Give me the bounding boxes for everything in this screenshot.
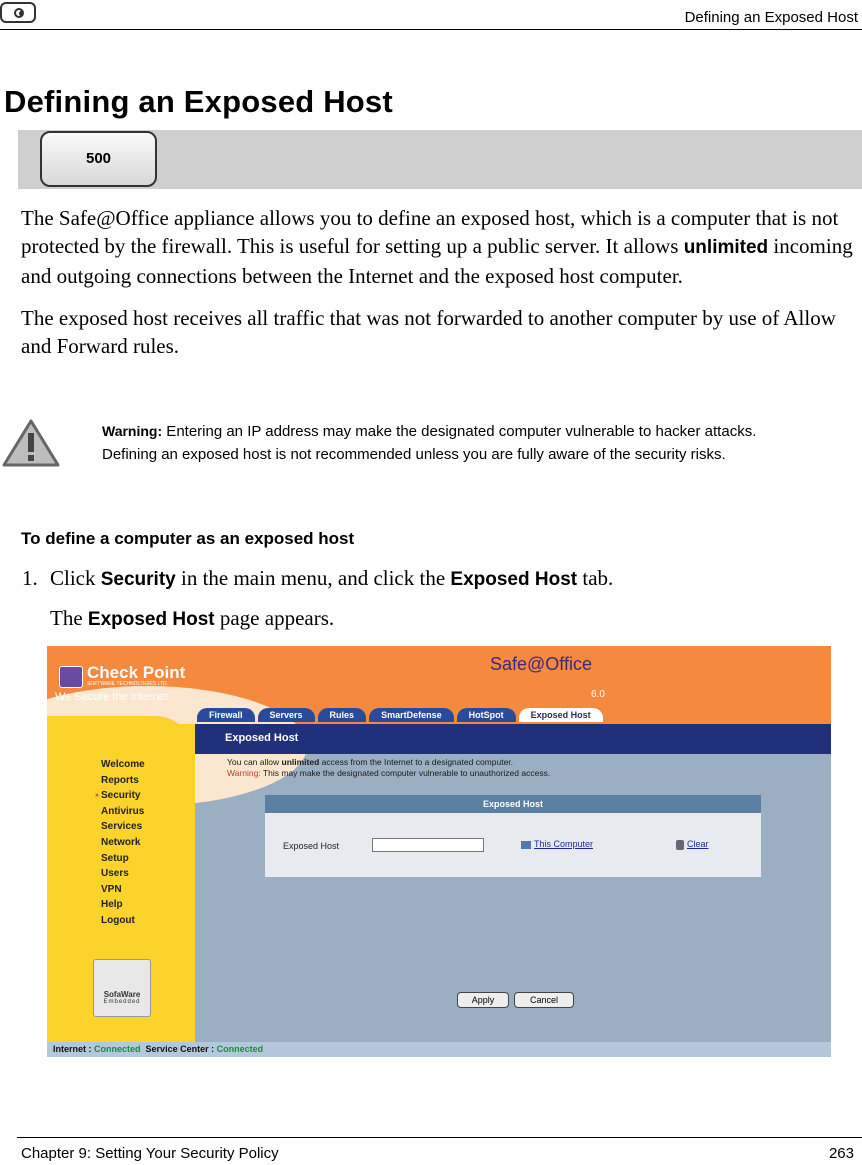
page-number: 263 bbox=[828, 1145, 854, 1162]
menu-security[interactable]: » Security bbox=[95, 790, 141, 802]
tab-rules[interactable]: Rules bbox=[318, 708, 367, 722]
status-bar: Internet : Connected Service Center : Connected bbox=[47, 1042, 831, 1057]
procedure-heading: To define a computer as an exposed host bbox=[21, 529, 355, 548]
sofaware-logo: SofaWare Embedded bbox=[93, 959, 151, 1017]
step-1-result: The Exposed Host page appears. bbox=[50, 606, 335, 630]
main-menu bbox=[95, 757, 145, 929]
tab-servers[interactable]: Servers bbox=[258, 708, 315, 722]
step-number: 1. bbox=[22, 566, 38, 590]
product-title: Safe@Office bbox=[490, 654, 592, 674]
menu-antivirus[interactable]: Antivirus bbox=[101, 805, 145, 817]
warning-note: Warning: Entering an IP address may make the designated computer vulnerable to hacker attacks. Defining an exposed host is not recommended unless you are fully aware of the security risks. bbox=[102, 423, 757, 463]
page-heading: Exposed Host bbox=[225, 732, 299, 744]
tab-firewall[interactable]: Firewall bbox=[197, 708, 255, 722]
exposed-host-label: Exposed Host bbox=[283, 841, 340, 851]
tab-smartdefense[interactable]: SmartDefense bbox=[369, 708, 454, 722]
this-computer-link[interactable]: This Computer bbox=[521, 839, 593, 849]
cancel-button[interactable]: Cancel bbox=[514, 992, 574, 1008]
header-divider bbox=[0, 29, 862, 30]
running-header: Defining an Exposed Host bbox=[684, 9, 858, 26]
intro-paragraph: The Safe@Office appliance allows you to define an exposed host, which is a computer that is not protected by the firewall. This is useful for setting up a public server. It allows unlimited incoming and outgoing connections between the Internet and the exposed host computer. bbox=[21, 206, 853, 288]
warning-icon bbox=[2, 418, 60, 468]
checkpoint-logo-icon bbox=[59, 666, 83, 688]
bold-unlimited: unlimited bbox=[683, 237, 769, 258]
traffic-paragraph: The exposed host receives all traffic that was not forwarded to another computer by use of Allow and Forward rules. bbox=[21, 306, 836, 358]
warning-label: Warning: bbox=[102, 423, 163, 439]
menu-network[interactable]: Network bbox=[101, 836, 141, 848]
model-badge: 500 bbox=[40, 131, 157, 187]
product-version: 6.0 bbox=[591, 689, 605, 700]
menu-setup[interactable]: Setup bbox=[101, 852, 129, 864]
step-1: Click Security in the main menu, and click the Exposed Host tab. bbox=[50, 566, 614, 590]
tab-bar bbox=[197, 708, 603, 722]
panel-title: Exposed Host bbox=[265, 795, 761, 813]
computer-icon bbox=[521, 841, 531, 849]
brand-sub: SOFTWARE TECHNOLOGIES LTD. bbox=[87, 681, 169, 687]
info-warning: Warning: This may make the designated computer vulnerable to unauthorized access. bbox=[227, 768, 551, 778]
page-title: Defining an Exposed Host bbox=[4, 84, 393, 119]
exposed-host-screenshot bbox=[47, 646, 831, 1057]
menu-vpn[interactable]: VPN bbox=[101, 883, 122, 895]
menu-help[interactable]: Help bbox=[101, 899, 123, 911]
trash-icon bbox=[676, 840, 684, 850]
menu-users[interactable]: Users bbox=[101, 868, 129, 880]
footer-divider bbox=[17, 1137, 862, 1138]
menu-services[interactable]: Services bbox=[101, 821, 143, 833]
safe-icon bbox=[0, 2, 36, 23]
brand-name: Check Point bbox=[87, 663, 186, 682]
footer-chapter: Chapter 9: Setting Your Security Policy bbox=[21, 1145, 279, 1162]
clear-link[interactable]: Clear bbox=[676, 839, 709, 850]
info-line: You can allow unlimited access from the Internet to a designated computer. bbox=[227, 757, 514, 767]
tab-exposed-host[interactable]: Exposed Host bbox=[519, 708, 603, 722]
menu-reports[interactable]: Reports bbox=[101, 774, 139, 786]
brand-tagline: We Secure the Internet. bbox=[55, 691, 171, 703]
menu-logout[interactable]: Logout bbox=[101, 914, 135, 926]
tab-hotspot[interactable]: HotSpot bbox=[457, 708, 516, 722]
menu-welcome[interactable]: Welcome bbox=[101, 759, 145, 770]
apply-button[interactable]: Apply bbox=[457, 992, 509, 1008]
exposed-host-input[interactable] bbox=[372, 838, 484, 852]
